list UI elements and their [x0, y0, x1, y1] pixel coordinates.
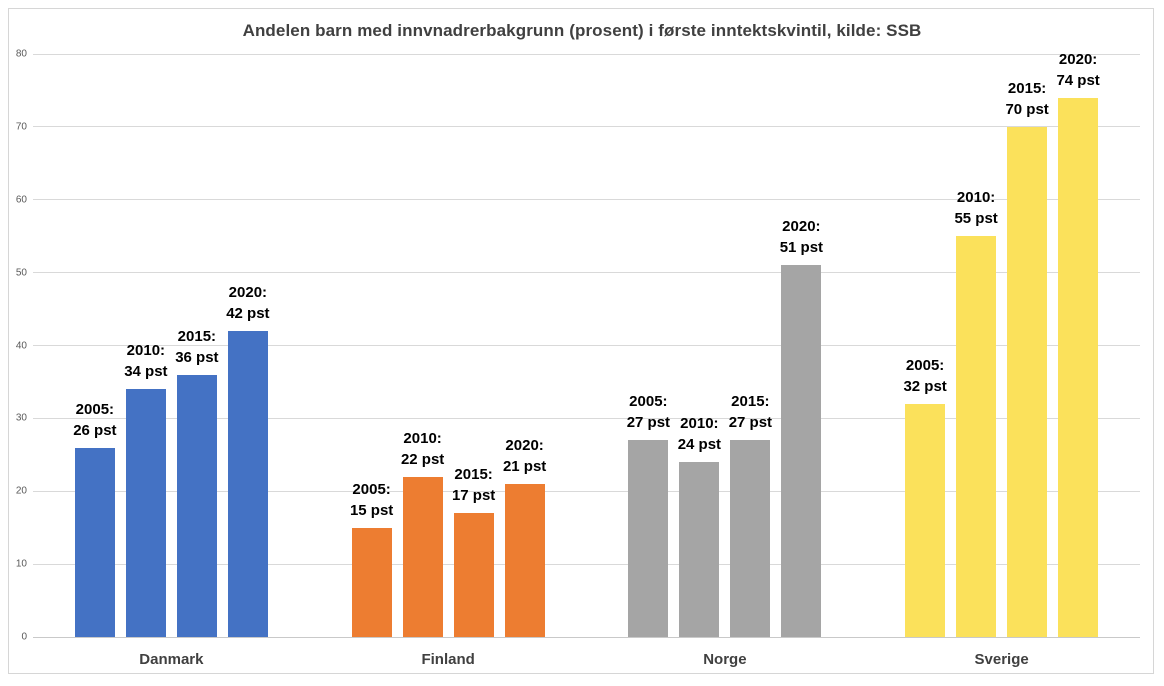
bar-norge-2010: [679, 462, 719, 637]
bar-norge-2005: [628, 440, 668, 637]
data-label-sverige-2010: [954, 187, 997, 229]
data-label-year: 2020:: [505, 436, 544, 454]
data-label-value: 55 pst: [954, 210, 998, 228]
data-label-sverige-2005: [903, 355, 946, 397]
data-label-value: 32 pst: [903, 377, 947, 395]
data-label-value: 21 pst: [502, 457, 547, 475]
y-axis-tick-label: 20: [15, 485, 27, 497]
data-label-value: 34 pst: [124, 363, 168, 381]
data-label-norge-2015: [729, 391, 772, 433]
data-label-year: 2020:: [782, 218, 821, 236]
y-axis-tick-label: 0: [21, 631, 27, 643]
data-label-danmark-2005: [73, 399, 116, 441]
bar-norge-2020: [781, 265, 821, 637]
data-label-year: 2020:: [228, 283, 268, 301]
data-label-year: 2005:: [629, 393, 668, 411]
data-label-year: 2015:: [731, 393, 770, 411]
bar-finland-2015: [454, 513, 494, 637]
bar-sverige-2010: [956, 236, 996, 637]
data-label-sverige-2015: [1005, 78, 1048, 120]
data-label-value: 26 pst: [73, 421, 117, 439]
data-label-sverige-2020: [1056, 49, 1099, 91]
y-axis-tick-label: 30: [15, 412, 27, 424]
data-label-norge-2020: [780, 216, 823, 258]
y-axis-tick-label: 80: [15, 48, 27, 60]
gridline-80: [33, 54, 1140, 55]
data-label-value: 24 pst: [677, 436, 722, 454]
data-label-value: 27 pst: [626, 414, 671, 432]
bar-danmark-2010: [126, 389, 166, 637]
bar-sverige-2015: [1007, 127, 1047, 637]
data-label-value: 74 pst: [1056, 71, 1100, 89]
y-axis-tick-label: 70: [15, 121, 27, 133]
data-label-value: 15 pst: [349, 501, 394, 519]
data-label-year: 2005:: [352, 480, 391, 498]
data-label-danmark-2010: [124, 340, 167, 382]
data-label-value: 42 pst: [226, 304, 270, 322]
data-label-year: 2020:: [1058, 50, 1098, 68]
bar-finland-2020: [505, 484, 545, 637]
bar-norge-2015: [730, 440, 770, 637]
chart-title: Andelen barn med innvnadrerbakgrunn (prosent) i første inntektskvintil, kilde: SSB: [242, 21, 922, 40]
data-label-year: 2015:: [1007, 79, 1047, 97]
data-label-finland-2005: [350, 479, 393, 521]
data-label-finland-2020: [503, 435, 546, 477]
data-label-finland-2010: [401, 428, 444, 470]
data-label-danmark-2020: [226, 282, 269, 324]
x-axis-category-danmark: Danmark: [139, 651, 204, 668]
bar-danmark-2015: [177, 375, 217, 637]
data-label-year: 2005:: [905, 356, 945, 374]
y-axis-tick-label: 50: [15, 267, 27, 279]
y-axis-tick-label: 40: [15, 340, 27, 351]
bar-finland-2010: [403, 477, 443, 637]
data-label-year: 2010:: [680, 415, 719, 433]
data-label-value: 17 pst: [451, 487, 496, 505]
data-label-year: 2015:: [177, 327, 217, 345]
x-axis-category-norge: Norge: [703, 651, 747, 668]
bar-sverige-2020: [1058, 98, 1098, 637]
gridline-70: [33, 126, 1140, 127]
y-axis-tick-label: 60: [15, 194, 27, 206]
data-label-year: 2010:: [126, 342, 166, 360]
data-label-value: 51 pst: [779, 239, 824, 257]
data-label-danmark-2015: [175, 326, 218, 368]
data-label-finland-2015: [452, 464, 495, 506]
data-label-year: 2010:: [956, 189, 996, 207]
data-label-year: 2005:: [75, 400, 115, 418]
data-label-value: 27 pst: [728, 414, 773, 432]
data-label-year: 2010:: [403, 429, 442, 447]
x-axis-category-sverige: Sverige: [974, 651, 1029, 668]
x-axis-category-finland: Finland: [421, 651, 475, 668]
bar-sverige-2005: [905, 404, 945, 637]
data-label-value: 70 pst: [1005, 100, 1049, 118]
bar-finland-2005: [352, 528, 392, 637]
bar-danmark-2020: [228, 331, 268, 637]
data-label-year: 2015:: [454, 466, 493, 484]
bar-danmark-2005: [75, 448, 115, 637]
data-label-value: 36 pst: [175, 348, 219, 366]
data-label-norge-2005: [627, 391, 670, 433]
data-label-norge-2010: [678, 413, 721, 455]
y-axis-tick-label: 10: [15, 558, 27, 570]
data-label-value: 22 pst: [400, 450, 445, 468]
